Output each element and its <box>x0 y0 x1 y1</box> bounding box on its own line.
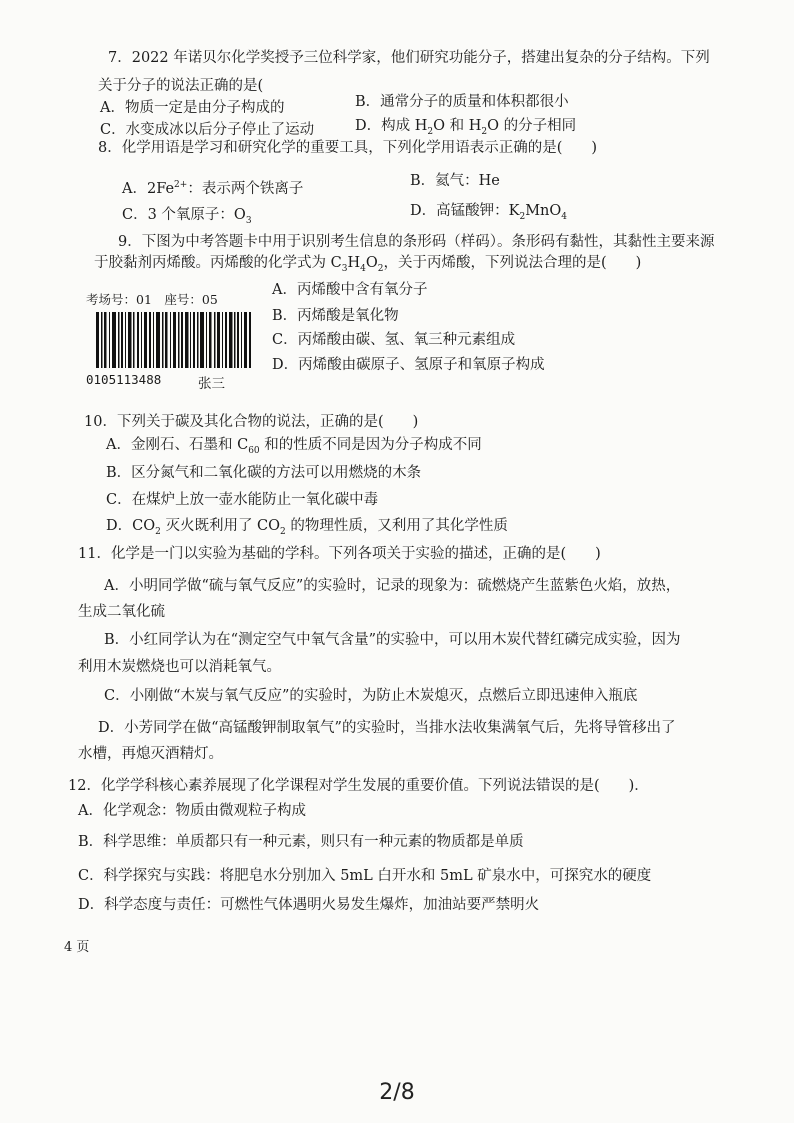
q12-option-a: A．化学观念：物质由微观粒子构成 <box>78 803 306 819</box>
q11-option-b-line2: 利用木炭燃烧也可以消耗氧气。 <box>78 659 281 675</box>
q10-option-a: A．金刚石、石墨和 $C_{60}$ 和的性质不同是因为分子构成不同 <box>106 437 482 456</box>
q7-stem-line1: 7．2022 年诺贝尔化学奖授予三位科学家，他们研究功能分子，搭建出复杂的分子结构。下列 <box>108 50 710 66</box>
barcode-bars <box>96 312 251 368</box>
q8-stem: 8．化学用语是学习和研究化学的重要工具，下列化学用语表示正确的是( ) <box>98 140 598 156</box>
q12-option-c: C．科学探究与实践：将肥皂水分别加入 5mL 白开水和 5mL 矿泉水中，可探究水的硬度 <box>78 868 652 884</box>
page-footnote: 4 页 <box>64 940 90 955</box>
q9-option-c: C．丙烯酸由碳、氢、氧三种元素组成 <box>272 332 516 348</box>
q7-stem-line2: 关于分子的说法正确的是( <box>98 78 264 94</box>
q11-option-d-line1: D．小芳同学在做“高锰酸钾制取氧气”的实验时，当排水法收集满氧气后，先将导管移出了 <box>98 720 676 736</box>
q10-option-c: C．在煤炉上放一壶水能防止一氧化碳中毒 <box>106 492 379 508</box>
q7-option-d: D．构成 $H_2O$ 和 $H_2O$ 的分子相同 <box>355 118 577 137</box>
barcode-header: 考场号：01 座号：05 <box>86 292 218 307</box>
q11-option-b-line1: B．小红同学认为在“测定空气中氧气含量”的实验中，可以用木炭代替红磷完成实验，因为 <box>104 632 681 648</box>
q8-option-c: C．3 个氧原子：$O_3$ <box>122 207 252 226</box>
q11-option-a-line2: 生成二氧化硫 <box>78 604 165 620</box>
q12-option-b: B．科学思维：单质都只有一种元素，则只有一种元素的物质都是单质 <box>78 834 524 850</box>
q7-option-a: A．物质一定是由分子构成的 <box>100 100 285 116</box>
q9-option-a: A．丙烯酸中含有氧分子 <box>272 282 428 298</box>
q12-stem: 12．化学学科核心素养展现了化学课程对学生发展的重要价值。下列说法错误的是( )． <box>68 778 649 794</box>
barcode-name: 张三 <box>198 376 225 392</box>
q8-option-d: D．高锰酸钾：$K_2MnO_4$ <box>410 203 568 222</box>
q12-option-d: D．科学态度与责任：可燃性气体遇明火易发生爆炸，加油站要严禁明火 <box>78 897 540 913</box>
barcode-number: 0105113488 <box>86 372 162 387</box>
q10-option-d: D．$CO_2$ 灭火既利用了 $CO_2$ 的物理性质，又利用了其化学性质 <box>106 518 508 537</box>
q9-stem-line1: 9．下图为中考答题卡中用于识别考生信息的条形码（样码）。条形码有黏性，其黏性主要来源 <box>118 234 715 250</box>
q10-option-b: B．区分氮气和二氧化碳的方法可以用燃烧的木条 <box>106 465 422 481</box>
q8-option-a: A．$2Fe^{2+}$：表示两个铁离子 <box>122 180 304 197</box>
page-indicator: 2/8 <box>379 1080 415 1105</box>
q11-option-c: C．小刚做“木炭与氧气反应”的实验时，为防止木炭熄灭，点燃后立即迅速伸入瓶底 <box>104 688 638 704</box>
q9-option-b: B．丙烯酸是氧化物 <box>272 308 399 324</box>
q11-option-d-line2: 水槽，再熄灭酒精灯。 <box>78 746 223 762</box>
q9-option-d: D．丙烯酸由碳原子、氢原子和氧原子构成 <box>272 357 545 373</box>
q9-stem-line2: 于胶黏剂丙烯酸。丙烯酸的化学式为 $C_3H_4O_2$，关于丙烯酸，下列说法合理的是( ) <box>94 255 642 274</box>
q11-stem: 11．化学是一门以实验为基础的学科。下列各项关于实验的描述，正确的是( ) <box>78 546 601 562</box>
q7-option-c: C．水变成冰以后分子停止了运动 <box>100 122 315 138</box>
q7-option-b: B．通常分子的质量和体积都很小 <box>355 94 569 110</box>
q8-option-b: B．氦气：He <box>410 173 500 189</box>
q10-stem: 10．下列关于碳及其化合物的说法，正确的是( ) <box>84 414 419 430</box>
q11-option-a-line1: A．小明同学做“硫与氧气反应”的实验时，记录的现象为：硫燃烧产生蓝紫色火焰，放热， <box>104 578 681 594</box>
